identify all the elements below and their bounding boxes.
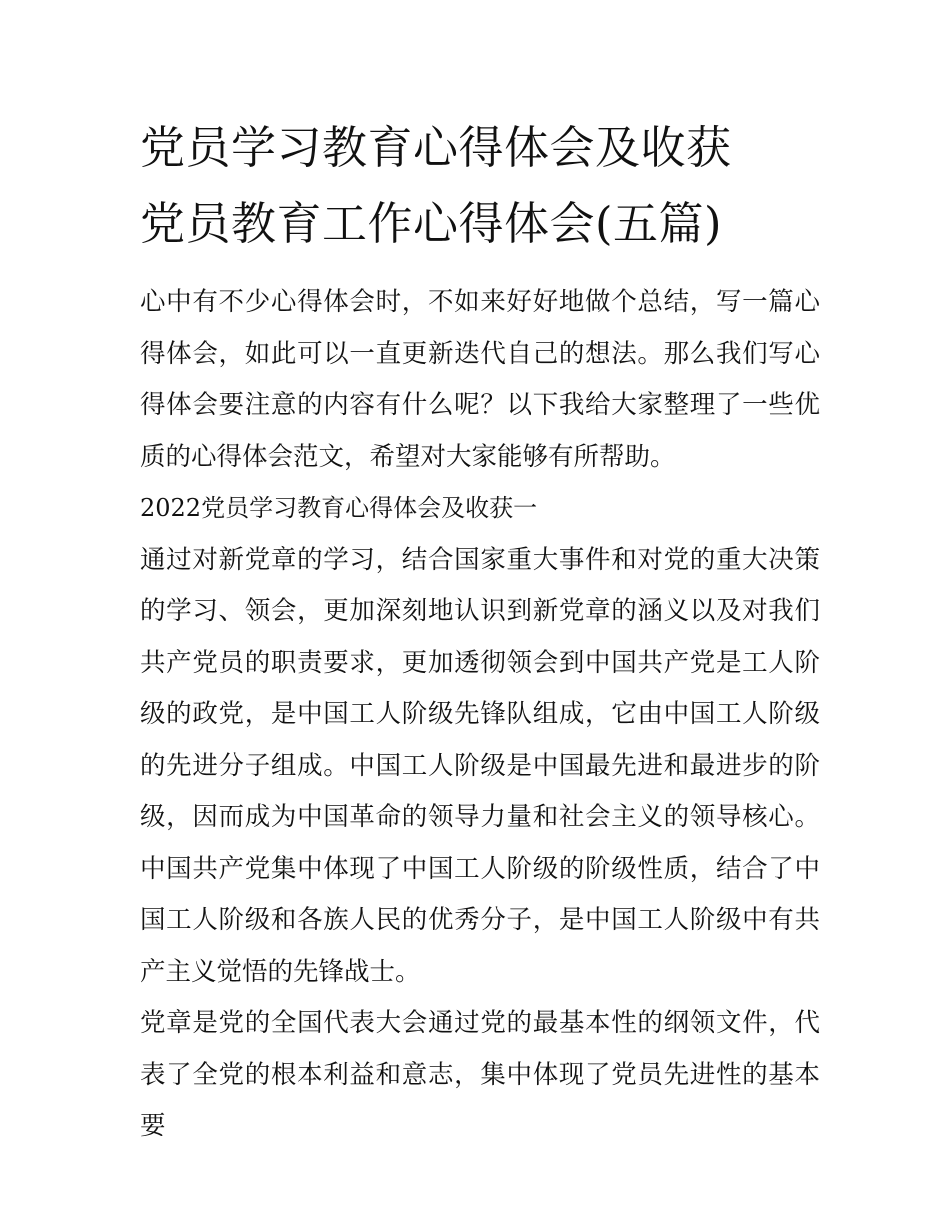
- intro-paragraph: 心中有不少心得体会时，不如来好好地做个总结，写一篇心得体会，如此可以一直更新迭代自己的想法。那么我们写心得体会要注意的内容有什么呢？以下我给大家整理了一些优质的心得体会范文，希望对大家能够有所帮助。: [140, 287, 820, 472]
- document-title-line-1: 党员学习教育心得体会及收获: [140, 121, 732, 174]
- document-body: [140, 277, 820, 1153]
- document-title-line-2: 党员教育工作心得体会(五篇): [140, 197, 723, 250]
- body-paragraph-2: 党章是党的全国代表大会通过党的最基本性的纲领文件，代表了全党的根本利益和意志，集中体现了党员先进性的基本要: [140, 1008, 820, 1141]
- section-heading: 2022党员学习教育心得体会及收获一: [140, 494, 538, 522]
- body-paragraph-1: 通过对新党章的学习，结合国家重大事件和对党的重大决策的学习、领会，更加深刻地认识到新党章的涵义以及对我们共产党员的职责要求，更加透彻领会到中国共产党是工人阶级的政党，是中国工人阶级先锋队组成，它由中国工人阶级的先进分子组成。中国工人阶级是中国最先进和最进步的阶级，因而成为中国革命的领导力量和社会主义的领导核心。中国共产党集中体现了中国工人阶级的阶级性质，结合了中国工人阶级和各族人民的优秀分子，是中国工人阶级中有共产主义觉悟的先锋战士。: [140, 544, 820, 987]
